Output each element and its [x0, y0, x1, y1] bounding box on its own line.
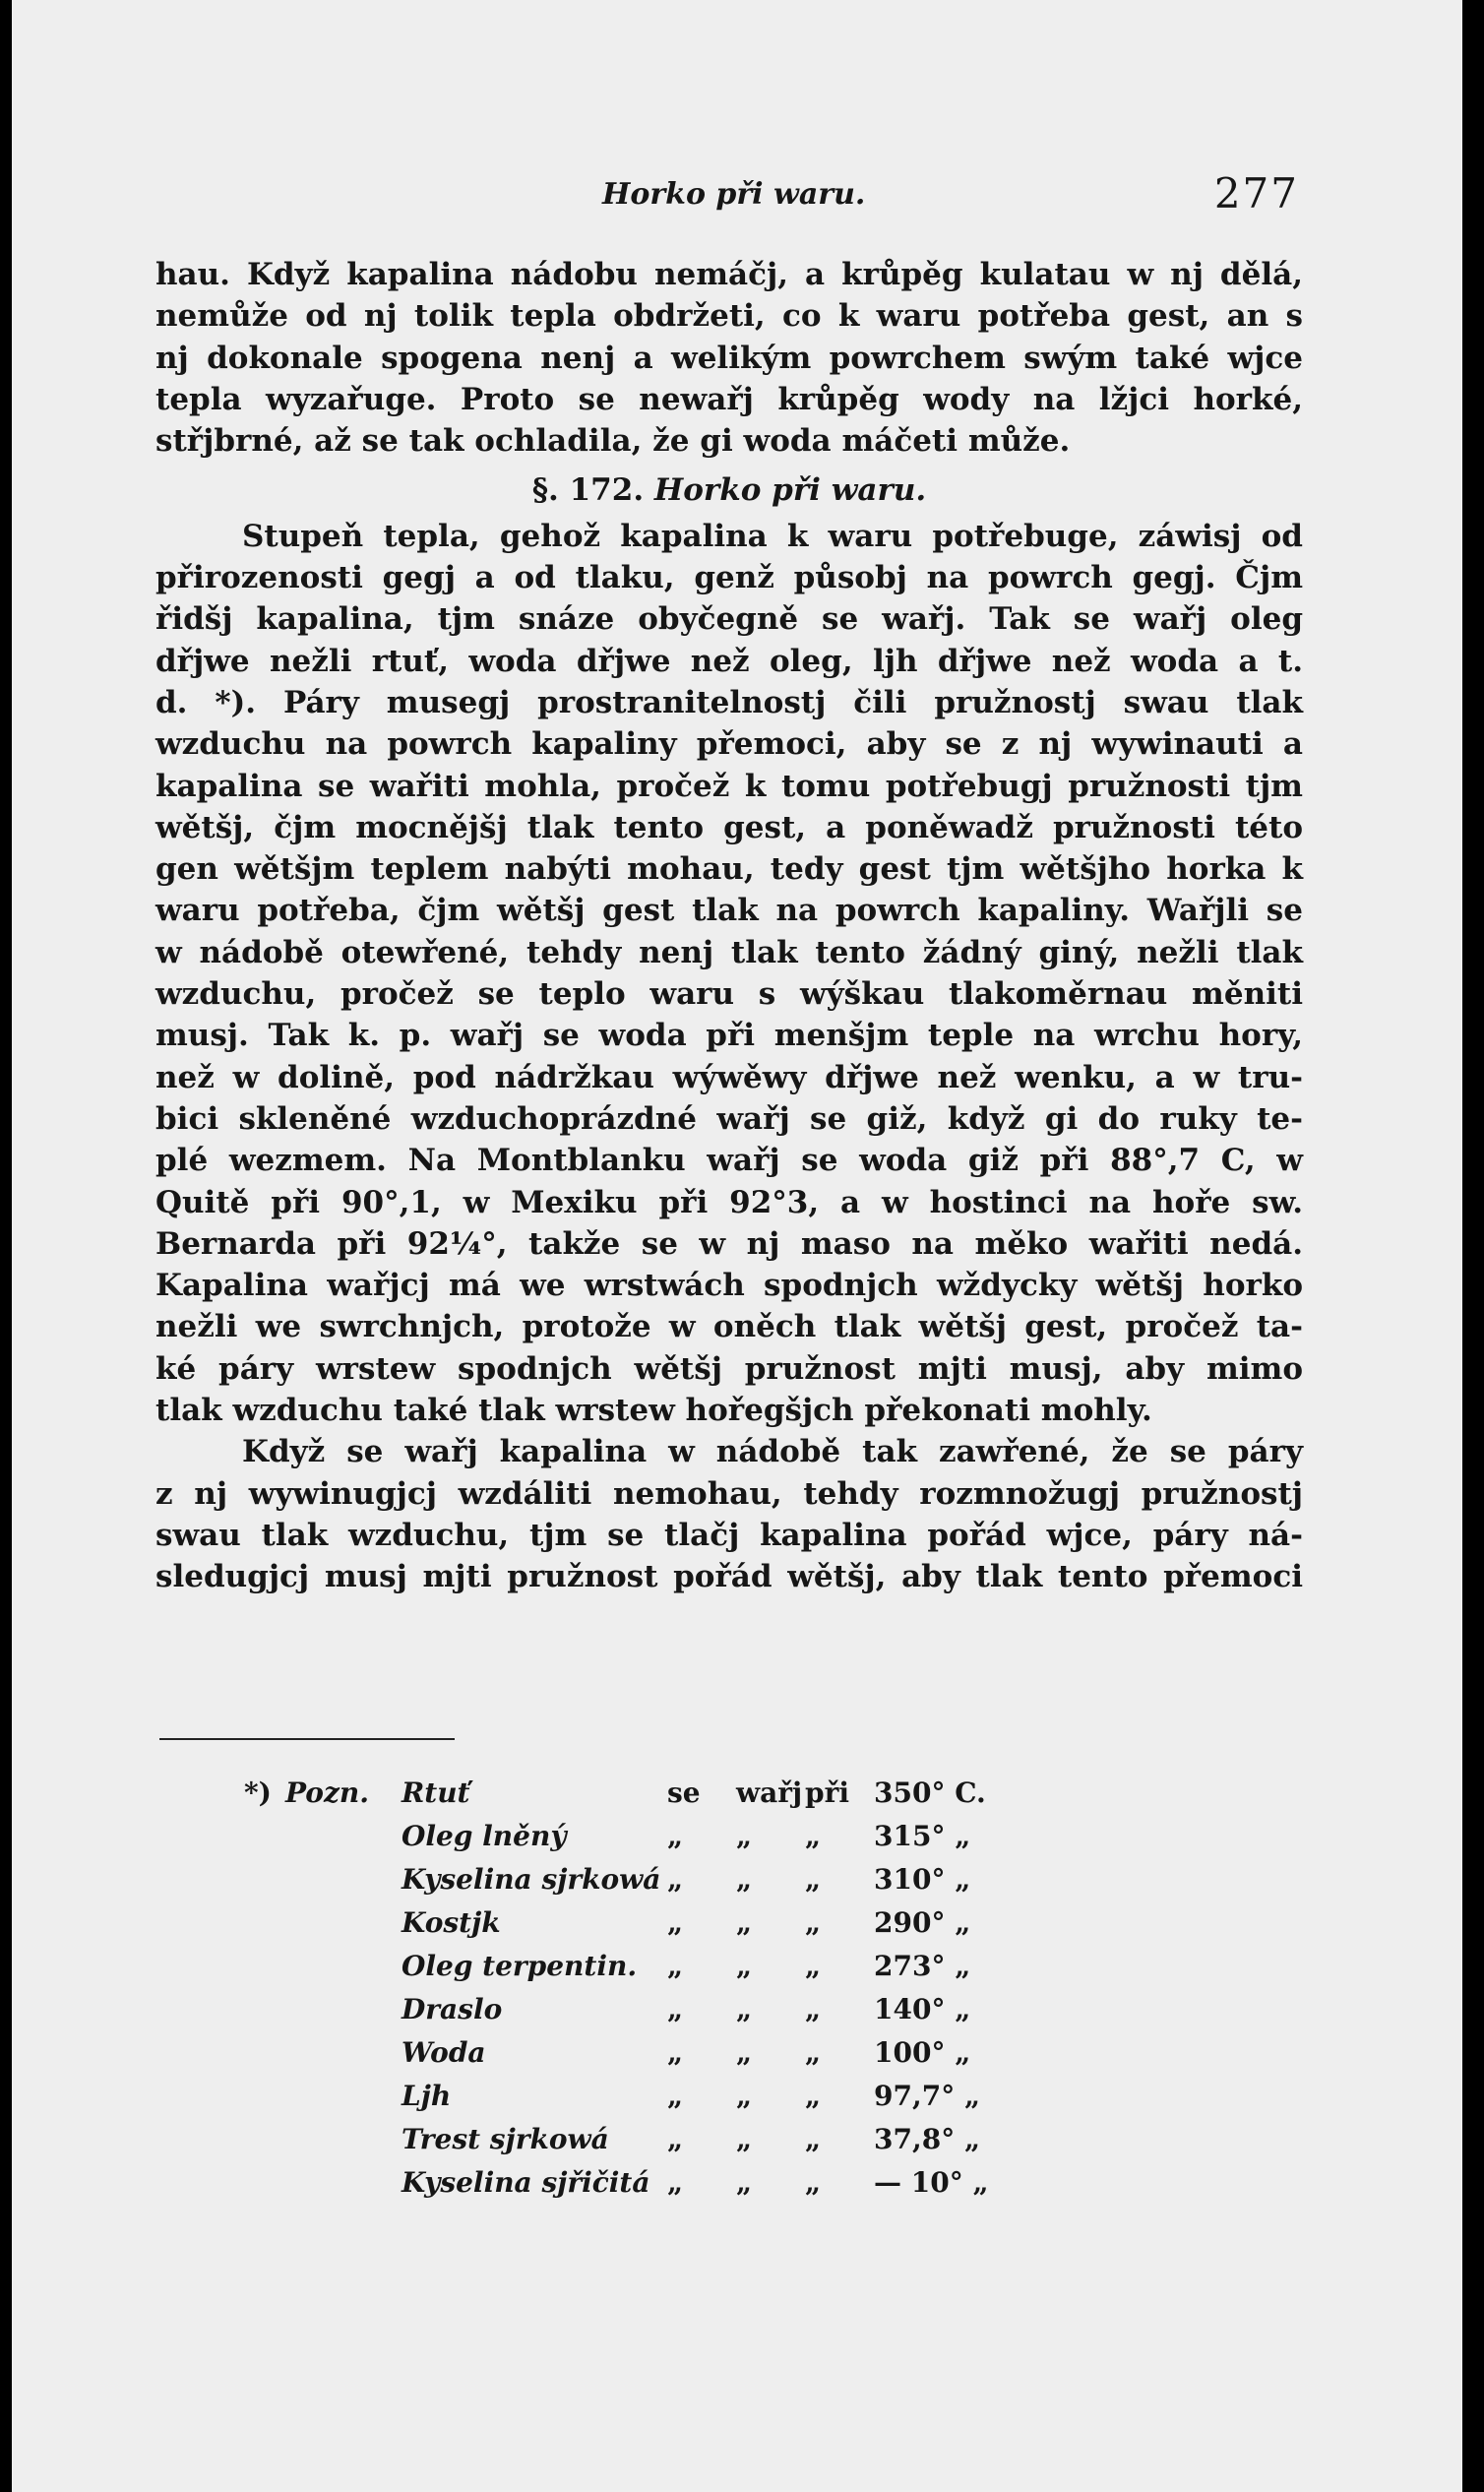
- ditto-mark: „: [736, 1863, 753, 1896]
- substance-name: Oleg terpentin.: [402, 1950, 638, 1982]
- ditto-mark: „: [667, 1906, 684, 1939]
- text-line: Kapalina wařjcj má we wrstwách spodnjch wždycky wětšj horko: [155, 1268, 1303, 1304]
- boiling-point: 310° „: [874, 1863, 971, 1896]
- book-page: [12, 0, 1462, 2492]
- substance-name: Trest sjrkowá: [402, 2123, 609, 2155]
- ditto-mark: „: [667, 2166, 684, 2199]
- ditto-mark: „: [805, 1863, 822, 1896]
- footnote-row: [244, 1901, 1031, 1945]
- section-number: §. 172.: [531, 472, 645, 509]
- ditto-mark: „: [805, 2166, 822, 2199]
- text-line: wětšj, čjm mocnějšj tlak tento gest, a poněwadž pružnosti této: [155, 809, 1303, 845]
- text-line: nj dokonale spogena nenj a welikým powrchem swým také wjce: [155, 340, 1303, 376]
- text-line: řidšj kapalina, tjm snáze obyčegně se wařj. Tak se wařj oleg: [155, 601, 1303, 638]
- text-line: sledugjcj musj mjti pružnost pořád wětšj, aby tlak tento přemoci: [155, 1559, 1303, 1595]
- ditto-mark: „: [667, 1820, 684, 1852]
- substance-name: Ljh: [402, 2080, 452, 2112]
- ditto-mark: „: [667, 2080, 684, 2112]
- text-line: w nádobě otewřené, tehdy nenj tlak tento žádný giný, nežli tlak: [155, 934, 1303, 970]
- page-header: [157, 169, 1299, 218]
- text-line: Stupeň tepla, gehož kapalina k waru potřebuge, záwisj od: [242, 518, 1303, 554]
- ditto-mark: „: [736, 2123, 753, 2155]
- text-line: gen wětšjm teplem nabýti mohau, tedy gest tjm wětšjho horka k: [155, 851, 1303, 888]
- substance-name: Woda: [402, 2036, 486, 2069]
- substance-name: Kyselina sjřičitá: [402, 2166, 650, 2199]
- text-line: nežli we swrchnjch, protože w oněch tlak wětšj gest, pročež ta-: [155, 1309, 1303, 1345]
- running-head: Horko při waru.: [602, 177, 866, 212]
- section-heading: [155, 469, 1303, 511]
- text-line: nemůže od nj tolik tepla obdržeti, co k waru potřeba gest, an s: [155, 298, 1303, 335]
- boiling-point: 315° „: [874, 1820, 971, 1852]
- boiling-point: 97,7° „: [874, 2080, 981, 2112]
- text-line: tlak wzduchu také tlak wrstew hořegšjch překonati mohly.: [155, 1393, 1152, 1429]
- text-line: z nj wywinugjcj wzdáliti nemohau, tehdy rozmnožugj pružnostj: [155, 1475, 1303, 1512]
- ditto-mark: „: [736, 1820, 753, 1852]
- ditto-mark: „: [805, 1993, 822, 2025]
- ditto-mark: „: [667, 1993, 684, 2025]
- footnote-row: [244, 1945, 1031, 1988]
- footnote-row: [244, 1772, 1031, 1815]
- text-line: Bernarda při 92¼°, takže se w nj maso na měko wařiti nedá.: [155, 1225, 1303, 1262]
- paragraph-2: [155, 516, 1303, 1432]
- paragraph-3: [155, 1431, 1303, 1597]
- footnote-row: [244, 2031, 1031, 2075]
- substance-name: Rtuť: [402, 1776, 470, 1809]
- boiling-point: — 10° „: [874, 2166, 989, 2199]
- text-line: wzduchu na powrch kapaliny přemoci, aby se z nj wywinauti a: [155, 726, 1303, 763]
- text-line: swau tlak wzduchu, tjm se tlačj kapalina pořád wjce, páry ná-: [155, 1517, 1303, 1553]
- text-line: tepla wyzařuge. Proto se newařj krůpěg wody na lžjci horké,: [155, 381, 1303, 417]
- ditto-mark: při: [805, 1776, 849, 1809]
- footnote-marker: *): [244, 1776, 272, 1809]
- body-text: [155, 254, 1303, 1598]
- ditto-mark: „: [736, 2036, 753, 2069]
- text-line: wzduchu, pročež se teplo waru s wýškau tlakoměrnau měniti: [155, 976, 1303, 1013]
- ditto-mark: wařj: [736, 1776, 803, 1809]
- ditto-mark: „: [667, 2036, 684, 2069]
- footnote-rule: [159, 1738, 455, 1740]
- footnote-row: [244, 1858, 1031, 1901]
- text-line: než w dolině, pod nádržkau wýwěwy dřjwe než wenku, a w tru-: [155, 1059, 1303, 1095]
- text-line: střjbrné, až se tak ochladila, že gi woda máčeti může.: [155, 423, 1071, 460]
- text-line: d. *). Páry musegj prostranitelnostj čili pružnostj swau tlak: [155, 684, 1303, 720]
- text-line: Quitě při 90°,1, w Mexiku při 92°3, a w hostinci na hoře sw.: [155, 1184, 1303, 1220]
- text-line: přirozenosti gegj a od tlaku, genž působj na powrch gegj. Čjm: [155, 560, 1303, 596]
- substance-name: Draslo: [402, 1993, 503, 2025]
- ditto-mark: „: [805, 1950, 822, 1982]
- ditto-mark: „: [736, 1906, 753, 1939]
- ditto-mark: „: [805, 2123, 822, 2155]
- ditto-mark: „: [667, 1950, 684, 1982]
- footnote-row: [244, 2161, 1031, 2205]
- ditto-mark: „: [736, 1950, 753, 1982]
- text-line: waru potřeba, čjm wětšj gest tlak na powrch kapaliny. Wařjli se: [155, 893, 1303, 929]
- text-line: kapalina se wařiti mohla, pročež k tomu potřebugj pružnosti tjm: [155, 768, 1303, 804]
- text-line: dřjwe nežli rtuť, woda dřjwe než oleg, ljh dřjwe než woda a t.: [155, 643, 1303, 679]
- footnote-row: [244, 2075, 1031, 2118]
- text-line: plé wezmem. Na Montblanku wařj se woda giž při 88°,7 C, w: [155, 1143, 1303, 1179]
- page-number: 277: [1213, 169, 1299, 218]
- substance-name: Kostjk: [402, 1906, 501, 1939]
- text-line: ké páry wrstew spodnjch wětšj pružnost mjti musj, aby mimo: [155, 1350, 1303, 1387]
- section-title: Horko při waru.: [653, 472, 927, 509]
- ditto-mark: „: [667, 2123, 684, 2155]
- footnote-row: [244, 1988, 1031, 2031]
- boiling-point: 290° „: [874, 1906, 971, 1939]
- boiling-point: 140° „: [874, 1993, 971, 2025]
- boiling-point: 37,8° „: [874, 2123, 981, 2155]
- ditto-mark: „: [736, 2080, 753, 2112]
- ditto-mark: „: [805, 2080, 822, 2112]
- text-line: Když se wařj kapalina w nádobě tak zawřené, že se páry: [242, 1434, 1303, 1470]
- ditto-mark: se: [667, 1776, 701, 1809]
- text-line: hau. Když kapalina nádobu nemáčj, a krůpěg kulatau w nj dělá,: [155, 257, 1303, 292]
- ditto-mark: „: [805, 1820, 822, 1852]
- substance-name: Kyselina sjrkowá: [402, 1863, 661, 1896]
- paragraph-1: [155, 254, 1303, 462]
- boiling-point: 100° „: [874, 2036, 971, 2069]
- boiling-point: 273° „: [874, 1950, 971, 1982]
- ditto-mark: „: [805, 2036, 822, 2069]
- ditto-mark: „: [736, 1993, 753, 2025]
- text-line: bici skleněné wzduchoprázdné wařj se giž, když gi do ruky te-: [155, 1100, 1303, 1137]
- boiling-point: 350° C.: [874, 1776, 986, 1809]
- text-line: musj. Tak k. p. wařj se woda při menšjm teple na wrchu hory,: [155, 1018, 1303, 1054]
- ditto-mark: „: [736, 2166, 753, 2199]
- ditto-mark: „: [667, 1863, 684, 1896]
- substance-name: Oleg lněný: [402, 1820, 567, 1852]
- footnote-row: [244, 1815, 1031, 1858]
- ditto-mark: „: [805, 1906, 822, 1939]
- footnote-table: [244, 1772, 1031, 2205]
- footnote-label: Pozn.: [285, 1776, 369, 1809]
- footnote-row: [244, 2118, 1031, 2161]
